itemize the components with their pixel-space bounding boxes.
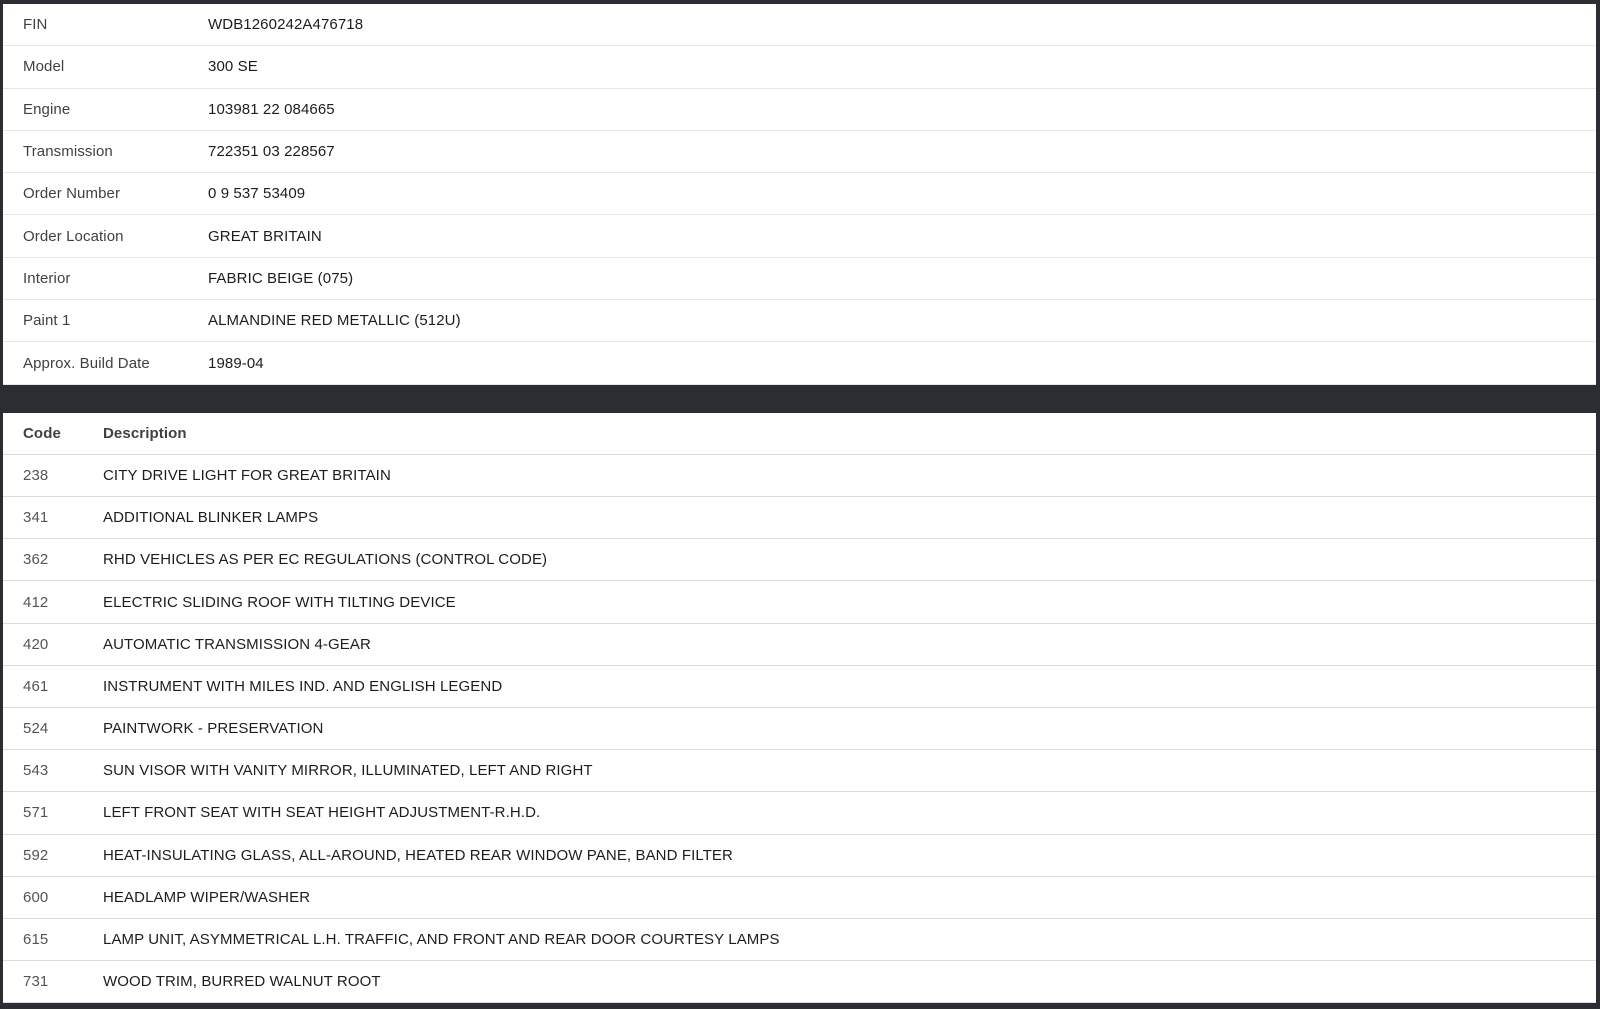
description-cell: INSTRUMENT WITH MILES IND. AND ENGLISH LEGEND [103, 677, 503, 695]
description-cell: ADDITIONAL BLINKER LAMPS [103, 509, 319, 527]
code-cell: 592 [23, 846, 49, 864]
code-cell: 420 [23, 635, 49, 653]
vehicle-info-table [3, 4, 1596, 385]
info-value: GREAT BRITAIN [208, 227, 322, 245]
info-label: Engine [23, 100, 71, 118]
code-row [3, 455, 1596, 497]
description-column-header: Description [103, 424, 187, 442]
option-codes-table [3, 413, 1596, 1004]
info-value: 722351 03 228567 [208, 143, 335, 161]
code-cell: 362 [23, 551, 49, 569]
code-column-header: Code [23, 424, 61, 442]
code-row [3, 877, 1596, 919]
table-separator [3, 385, 1596, 413]
description-cell: RHD VEHICLES AS PER EC REGULATIONS (CONTROL CODE) [103, 551, 548, 569]
code-row [3, 750, 1596, 792]
info-label: Order Location [23, 227, 124, 245]
info-value: ALMANDINE RED METALLIC (512U) [208, 312, 461, 330]
info-row [3, 258, 1596, 300]
info-label: Paint 1 [23, 312, 71, 330]
description-cell: WOOD TRIM, BURRED WALNUT ROOT [103, 973, 381, 991]
code-row [3, 792, 1596, 834]
description-cell: PAINTWORK - PRESERVATION [103, 720, 324, 738]
info-value: 103981 22 084665 [208, 100, 335, 118]
info-row [3, 4, 1596, 46]
info-label: Model [23, 58, 65, 76]
info-value: 300 SE [208, 58, 258, 76]
description-cell: HEAT-INSULATING GLASS, ALL-AROUND, HEATED REAR WINDOW PANE, BAND FILTER [103, 846, 733, 864]
info-label: FIN [23, 16, 48, 34]
code-row [3, 835, 1596, 877]
code-cell: 341 [23, 509, 49, 527]
info-value: FABRIC BEIGE (075) [208, 269, 354, 287]
info-row [3, 89, 1596, 131]
info-row [3, 215, 1596, 257]
info-row [3, 131, 1596, 173]
code-row [3, 624, 1596, 666]
description-cell: CITY DRIVE LIGHT FOR GREAT BRITAIN [103, 466, 391, 484]
info-label: Order Number [23, 185, 121, 203]
code-row [3, 919, 1596, 961]
info-value: 0 9 537 53409 [208, 185, 306, 203]
code-cell: 543 [23, 762, 49, 780]
code-row [3, 539, 1596, 581]
info-value: 1989-04 [208, 354, 264, 372]
code-row [3, 666, 1596, 708]
info-label: Interior [23, 269, 71, 287]
description-cell: LAMP UNIT, ASYMMETRICAL L.H. TRAFFIC, AND FRONT AND REAR DOOR COURTESY LAMPS [103, 931, 780, 949]
description-cell: ELECTRIC SLIDING ROOF WITH TILTING DEVICE [103, 593, 456, 611]
description-cell: SUN VISOR WITH VANITY MIRROR, ILLUMINATED, LEFT AND RIGHT [103, 762, 593, 780]
code-cell: 571 [23, 804, 49, 822]
code-cell: 238 [23, 466, 49, 484]
code-row [3, 581, 1596, 623]
description-cell: HEADLAMP WIPER/WASHER [103, 888, 311, 906]
info-row [3, 46, 1596, 88]
code-cell: 461 [23, 677, 49, 695]
code-cell: 412 [23, 593, 49, 611]
code-row [3, 961, 1596, 1003]
codes-header-row [3, 413, 1596, 455]
code-cell: 615 [23, 931, 49, 949]
code-cell: 731 [23, 973, 49, 991]
info-label: Approx. Build Date [23, 354, 150, 372]
code-row [3, 497, 1596, 539]
description-cell: LEFT FRONT SEAT WITH SEAT HEIGHT ADJUSTMENT-R.H.D. [103, 804, 541, 822]
description-cell: AUTOMATIC TRANSMISSION 4-GEAR [103, 635, 371, 653]
info-row [3, 342, 1596, 384]
info-row [3, 300, 1596, 342]
info-row [3, 173, 1596, 215]
info-label: Transmission [23, 143, 113, 161]
code-cell: 600 [23, 888, 49, 906]
code-row [3, 708, 1596, 750]
info-value: WDB1260242A476718 [208, 16, 364, 34]
code-cell: 524 [23, 720, 49, 738]
page-frame [3, 4, 1596, 1003]
